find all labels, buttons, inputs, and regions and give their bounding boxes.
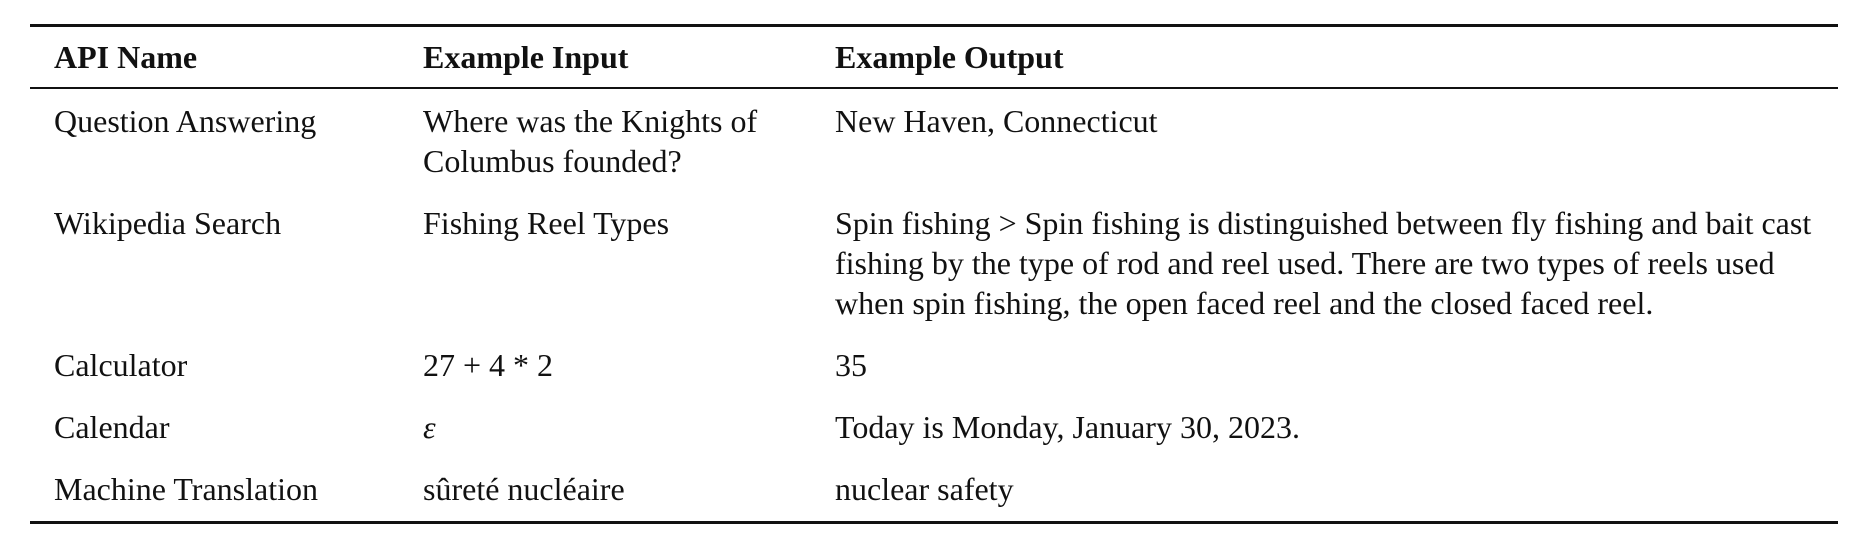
cell-example-input: Where was the Knights of Columbus founded? bbox=[423, 103, 758, 179]
header-api-name: API Name bbox=[54, 39, 198, 75]
cell-example-output: New Haven, Connecticut bbox=[835, 103, 1158, 139]
table-row bbox=[30, 345, 1838, 407]
api-examples-table bbox=[30, 24, 1838, 524]
table-row bbox=[30, 407, 1838, 469]
table-row bbox=[30, 203, 1838, 345]
header-example-input: Example Input bbox=[423, 39, 629, 75]
table-header bbox=[30, 26, 1838, 89]
cell-example-output: Today is Monday, January 30, 2023. bbox=[835, 409, 1300, 445]
cell-example-input: 27 + 4 * 2 bbox=[423, 347, 554, 383]
cell-example-input: Fishing Reel Types bbox=[423, 205, 670, 241]
cell-api-name: Machine Translation bbox=[54, 471, 318, 507]
table-row bbox=[30, 88, 1838, 203]
table-body bbox=[30, 88, 1838, 523]
cell-api-name: Calculator bbox=[54, 347, 188, 383]
cell-api-name: Question Answering bbox=[54, 103, 317, 139]
cell-example-input: sûreté nucléaire bbox=[423, 471, 625, 507]
header-row bbox=[30, 26, 1838, 89]
cell-api-name: Wikipedia Search bbox=[54, 205, 282, 241]
cell-example-output: Spin fishing > Spin fishing is distinguished between fly fishing and bait cast fishing by the type of rod and reel used. There are two types of reels used when spin fishing, the open faced reel and the closed faced reel. bbox=[835, 205, 1812, 321]
cell-api-name: Calendar bbox=[54, 409, 170, 445]
cell-example-output: nuclear safety bbox=[835, 471, 1014, 507]
cell-example-output: 35 bbox=[835, 347, 867, 383]
table-row bbox=[30, 469, 1838, 523]
header-example-output: Example Output bbox=[835, 39, 1064, 75]
api-examples-table-container bbox=[30, 24, 1838, 524]
cell-example-input: ε bbox=[423, 409, 436, 445]
